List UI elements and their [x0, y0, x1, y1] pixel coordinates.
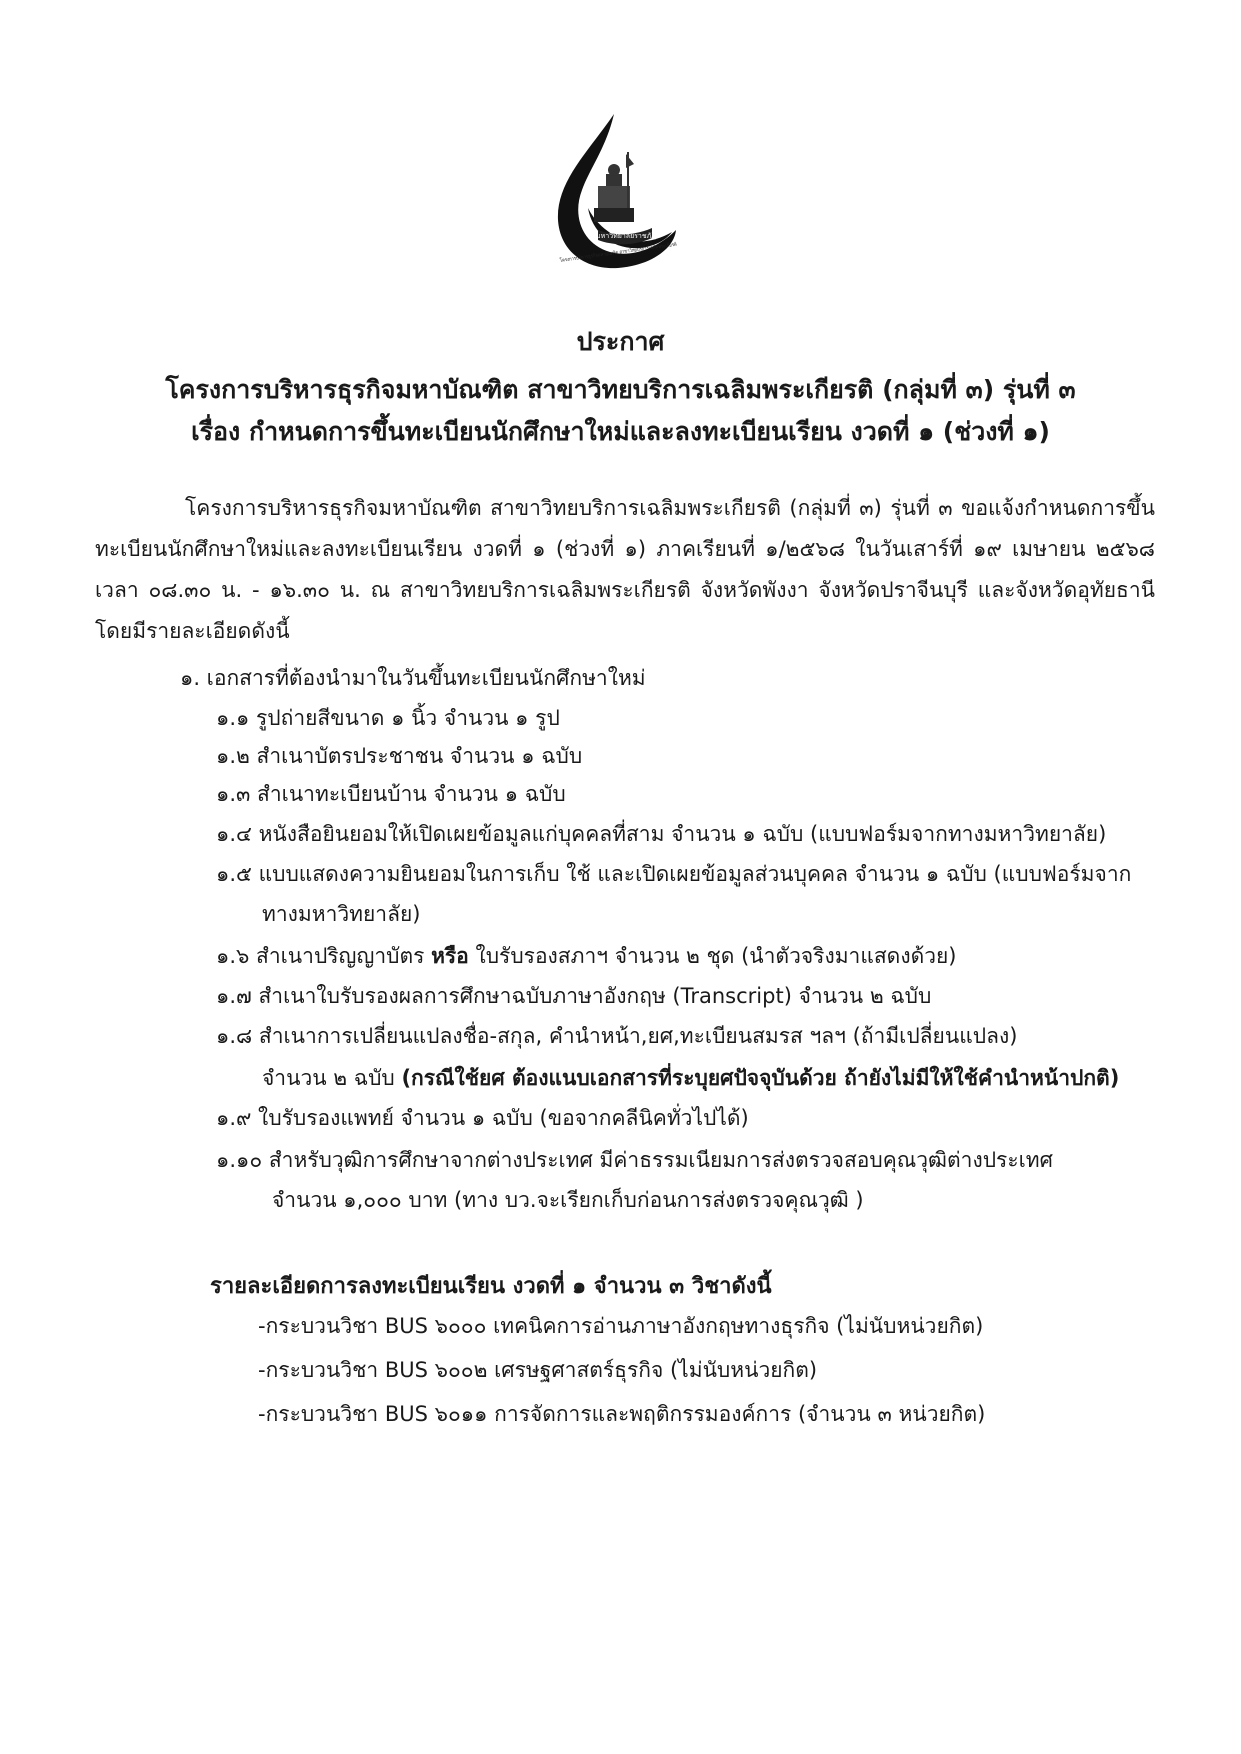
- announcement-subject: เรื่อง กำหนดการขึ้นทะเบียนนักศึกษาใหม่และลงทะเบียนเรียน งวดที่ ๑ (ช่วงที่ ๑): [191, 417, 1050, 446]
- list-item-continued: [262, 1062, 1119, 1095]
- list-item-continued: ทางมหาวิทยาลัย): [262, 902, 421, 926]
- list-item: ๑.๕ แบบแสดงความยินยอมในการเก็บ ใช้ และเปิดเผยข้อมูลส่วนบุคคล จำนวน ๑ ฉบับ (แบบฟอร์มจาก: [216, 862, 1132, 886]
- intro-paragraph: [95, 488, 1155, 652]
- list-item: ๑.๔ หนังสือยินยอมให้เปิดเผยข้อมูลแก่บุคคลที่สาม จำนวน ๑ ฉบับ (แบบฟอร์มจากทางมหาวิทยาลัย): [216, 822, 1107, 846]
- item-text: ๑.๖ สำเนาปริญญาบัตร: [216, 944, 432, 968]
- logo-side-text: โครงการบริหารธุรกิจมหาบัณฑิต สาขาวิทยบริการเฉลิมพระเกียรติ: [559, 238, 701, 264]
- list-item: ๑.๑๐ สำหรับวุฒิการศึกษาจากต่างประเทศ มีค่าธรรมเนียมการส่งตรวจสอบคุณวุฒิต่างประเทศ: [216, 1148, 1053, 1172]
- list-item: ๑.๒ สำเนาบัตรประชาชน จำนวน ๑ ฉบับ: [216, 744, 583, 768]
- list-item: [216, 940, 957, 973]
- logo-banner-text: มหาวิทยาลัยราชภัฏ: [596, 232, 656, 240]
- university-emblem-icon: [548, 112, 701, 272]
- course-item: -กระบวนวิชา BUS ๖๐๐๐ เทคนิคการอ่านภาษาอังกฤษทางธุรกิจ (ไม่นับหน่วยกิต): [258, 1314, 984, 1338]
- documents-heading: ๑. เอกสารที่ต้องนำมาในวันขึ้นทะเบียนนักศึกษาใหม่: [180, 666, 646, 690]
- item-emphasis: หรือ: [431, 944, 469, 968]
- list-item: ๑.๙ ใบรับรองแพทย์ จำนวน ๑ ฉบับ (ขอจากคลีนิคทั่วไปได้): [216, 1106, 749, 1130]
- item-emphasis: (กรณีใช้ยศ ต้องแนบเอกสารที่ระบุยศปัจจุบันด้วย ถ้ายังไม่มีให้ใช้คำนำหน้าปกติ): [401, 1066, 1120, 1090]
- list-item: ๑.๑ รูปถ่ายสีขนาด ๑ นิ้ว จำนวน ๑ รูป: [216, 706, 560, 730]
- announcement-program: โครงการบริหารธุรกิจมหาบัณฑิต สาขาวิทยบริการเฉลิมพระเกียรติ (กลุ่มที่ ๓) รุ่นที่ ๓: [165, 375, 1076, 404]
- registration-title: รายละเอียดการลงทะเบียนเรียน งวดที่ ๑ จำนวน ๓ วิชาดังนี้: [210, 1274, 772, 1299]
- announcement-title: ประกาศ: [576, 327, 665, 356]
- list-item: ๑.๘ สำเนาการเปลี่ยนแปลงชื่อ-สกุล, คำนำหน้า,ยศ,ทะเบียนสมรส ฯลฯ (ถ้ามีเปลี่ยนแปลง): [216, 1024, 1018, 1048]
- course-item: -กระบวนวิชา BUS ๖๐๑๑ การจัดการและพฤติกรรมองค์การ (จำนวน ๓ หน่วยกิต): [258, 1402, 986, 1426]
- item-text: ใบรับรองสภาฯ จำนวน ๒ ชุด (นำตัวจริงมาแสดงด้วย): [468, 944, 957, 968]
- item-text: จำนวน ๒ ฉบับ: [262, 1066, 402, 1090]
- course-item: -กระบวนวิชา BUS ๖๐๐๒ เศรษฐศาสตร์ธุรกิจ (ไม่นับหน่วยกิต): [258, 1358, 818, 1382]
- list-item-continued: จำนวน ๑,๐๐๐ บาท (ทาง บว.จะเรียกเก็บก่อนการส่งตรวจคุณวุฒิ ): [272, 1188, 864, 1212]
- list-item: ๑.๗ สำเนาใบรับรองผลการศึกษาฉบับภาษาอังกฤษ (Transcript) จำนวน ๒ ฉบับ: [216, 984, 932, 1008]
- intro-text: โครงการบริหารธุรกิจมหาบัณฑิต สาขาวิทยบริการเฉลิมพระเกียรติ (กลุ่มที่ ๓) รุ่นที่ ๓ ขอแจ้งกำหนดการขึ้นทะเบียนนักศึกษาใหม่และลงทะเบียนเรียน งวดที่ ๑ (ช่วงที่ ๑) ภาคเรียนที่ ๑/๒๕๖๘ ในวันเสาร์ที่ ๑๙ เมษายน ๒๕๖๘ เวลา ๐๘.๓๐ น. - ๑๖.๓๐ น. ณ สาขาวิทยบริการเฉลิมพระเกียรติ จังหวัดพังงา จังหวัดปราจีนบุรี และจังหวัดอุทัยธานี โดยมีรายละเอียดดังนี้: [95, 496, 1155, 643]
- list-item: ๑.๓ สำเนาทะเบียนบ้าน จำนวน ๑ ฉบับ: [216, 782, 566, 806]
